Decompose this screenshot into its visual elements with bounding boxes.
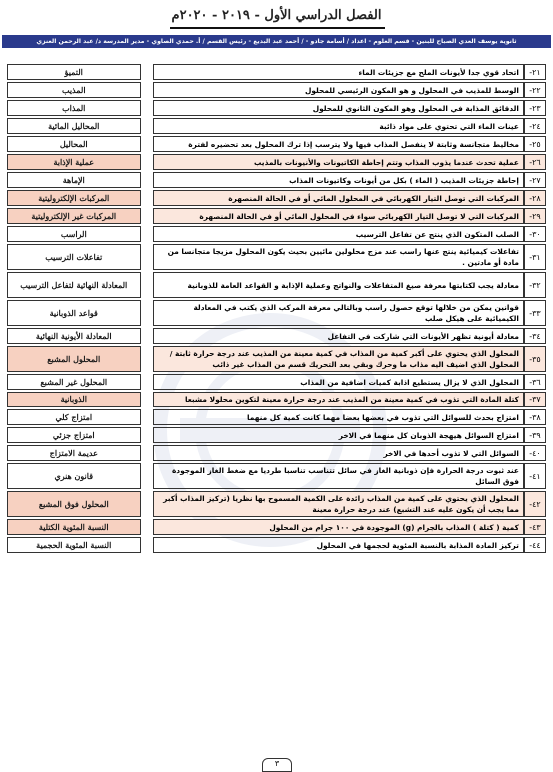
column-gap [141, 519, 153, 535]
definition-cell: قوانين يمكن من خلالها توقع حصول راسب وبالتالي معرفة المركب الذي يكتب في المعادلة الكيميائية على هيكل صلب [153, 300, 524, 326]
definition-cell: السوائل التي لا تذوب أحدها في الاخر [153, 445, 524, 461]
table-row [7, 328, 546, 344]
table-row [7, 392, 546, 407]
row-number: ٤١- [524, 463, 546, 489]
column-gap [141, 136, 153, 152]
column-gap [141, 154, 153, 170]
term-cell: المركبات الإلكتروليتية [7, 190, 141, 206]
table-row [7, 154, 546, 170]
column-gap [141, 392, 153, 407]
column-gap [141, 445, 153, 461]
column-gap [141, 172, 153, 188]
column-gap [141, 100, 153, 116]
row-number: ٤٠- [524, 445, 546, 461]
definition-cell: امتزاج بحدث للسوائل التي تذوب في بعضها بعضا مهما كانت كمية كل منهما [153, 409, 524, 425]
term-cell: عملية الإذابة [7, 154, 141, 170]
definition-cell: المركبات التي لا توصل التيار الكهربائي سواء في المحلول المائي أو في الحالة المنصهرة [153, 208, 524, 224]
page-title: الفصل الدراسي الأول - ٢٠١٩ - ٢٠٢٠م [171, 8, 382, 23]
row-number: ٢٧- [524, 172, 546, 188]
term-cell: الراسب [7, 226, 141, 242]
column-gap [141, 190, 153, 206]
term-cell: المعادلة الأيونية النهائية [7, 328, 141, 344]
table-row [7, 374, 546, 390]
table-row [7, 491, 546, 517]
term-cell: المركبات غير الإلكتروليتية [7, 208, 141, 224]
term-cell: الإماهة [7, 172, 141, 188]
table-row [7, 208, 546, 224]
row-number: ٤٢- [524, 491, 546, 517]
row-number: ٢٤- [524, 118, 546, 134]
column-gap [141, 374, 153, 390]
term-cell: تفاعلات الترسيب [7, 244, 141, 270]
table-row [7, 172, 546, 188]
term-cell: المحاليل [7, 136, 141, 152]
table-row [7, 409, 546, 425]
table-row [7, 64, 546, 80]
definition-cell: مخاليط متجانسة وثابتة لا ينفصل المذاب فيها ولا يترسب إذا ترك المحلول بعد تحضيره لفترة [153, 136, 524, 152]
definition-cell: تفاعلات كيميائية ينتج عنها راسب عند مزج محلولين مائيين بحيث يكون المحلول مزيجا متجانسا من مادة أو مادتين . [153, 244, 524, 270]
definition-cell: معادلة أيونية تظهر الأيونات التي شاركت في التفاعل [153, 328, 524, 344]
definition-cell: إحاطة جزيئات المذيب ( الماء ) بكل من أيونات وكاتيونات المذاب [153, 172, 524, 188]
table-row [7, 272, 546, 298]
table-row [7, 537, 546, 553]
row-number: ٣٠- [524, 226, 546, 242]
definition-cell: الدقائق المذابة في المحلول وهو المكون الثانوي للمحلول [153, 100, 524, 116]
table-row [7, 427, 546, 443]
table-row [7, 226, 546, 242]
column-gap [141, 272, 153, 298]
column-gap [141, 463, 153, 489]
table-row [7, 463, 546, 489]
row-number: ٢٢- [524, 82, 546, 98]
term-cell: عديمة الامتزاج [7, 445, 141, 461]
definition-cell: امتزاج السوائل هيهجة الذوبان كل منهما في الاخر [153, 427, 524, 443]
title-underline [170, 27, 385, 29]
column-gap [141, 537, 153, 553]
definition-cell: الوسط للمذيب في المحلول و هو المكون الرئيسي للمحلول [153, 82, 524, 98]
definition-cell: اتحاد قوي جدا لأيونات الملح مع جزيئات الماء [153, 64, 524, 80]
row-number: ٣٥- [524, 346, 546, 372]
row-number: ٤٤- [524, 537, 546, 553]
table-row [7, 118, 546, 134]
terms-sheet [7, 62, 546, 555]
definition-cell: معادلة يجب لكتابتها معرفة صيغ المتفاعلات والنواتج وعملية الإذابة و القواعد العامة للذوبانية [153, 272, 524, 298]
term-cell: المحاليل المائية [7, 118, 141, 134]
row-number: ٢٦- [524, 154, 546, 170]
definition-cell: المحلول الذي لا يزال يستطيع اذابة كميات اضافية من المذاب [153, 374, 524, 390]
term-cell: المذاب [7, 100, 141, 116]
term-cell: امتزاج جزئي [7, 427, 141, 443]
definition-cell: كمية ( كتلة ) المذاب بالجرام (g) الموجودة في ١٠٠ جرام من المحلول [153, 519, 524, 535]
row-number: ٣٨- [524, 409, 546, 425]
table-row [7, 445, 546, 461]
row-number: ٣٦- [524, 374, 546, 390]
column-gap [141, 491, 153, 517]
column-gap [141, 328, 153, 344]
definition-cell: كتلة المادة التي تذوب في كمية معينة من المذيب عند درجة حرارة معينة لتكوين محلولا مشبعا [153, 392, 524, 407]
table-row [7, 82, 546, 98]
terms-table [7, 62, 546, 555]
table-row [7, 136, 546, 152]
term-cell: قواعد الذوبانية [7, 300, 141, 326]
column-gap [141, 427, 153, 443]
definition-cell: تركيز المادة المذابة بالنسبة المئوية لحجمها في المحلول [153, 537, 524, 553]
row-number: ٣٧- [524, 392, 546, 407]
column-gap [141, 300, 153, 326]
term-cell: امتزاج كلي [7, 409, 141, 425]
table-row [7, 244, 546, 270]
column-gap [141, 208, 153, 224]
definition-cell: المحلول الذي يحتوي على كمية من المذاب زائدة على الكمية المسموح بها نظريا (تركيز المذاب أكبر مما يجب أن يكون عليه عند التشبع) عند درجة حرارة معينة [153, 491, 524, 517]
column-gap [141, 118, 153, 134]
column-gap [141, 226, 153, 242]
row-number: ٣٢- [524, 272, 546, 298]
table-row [7, 346, 546, 372]
column-gap [141, 409, 153, 425]
definition-cell: المحلول الذي يحتوي على أكبر كمية من المذاب في كمية معينة من المذيب عند درجة حرارة ثابتة / المحلول الذي اضيف اليه مذاب ما وحرك وبقي بعد التحريك قسم من المذاب غير ذائب [153, 346, 524, 372]
term-cell: المحلول غير المشبع [7, 374, 141, 390]
term-cell: المذيب [7, 82, 141, 98]
definition-cell: عينات الماء التي تحتوي على مواد ذائبة [153, 118, 524, 134]
term-cell: النسبة المئوية الحجمية [7, 537, 141, 553]
row-number: ٢١- [524, 64, 546, 80]
term-cell: المحلول المشبع [7, 346, 141, 372]
row-number: ٢٥- [524, 136, 546, 152]
term-cell: المحلول فوق المشبع [7, 491, 141, 517]
definition-cell: عملية تحدث عندما يذوب المذاب وتتم إحاطة الكاتيونات والأنيونات بالمذيب [153, 154, 524, 170]
term-cell: المعادلة النهائية لتفاعل الترسيب [7, 272, 141, 298]
row-number: ٤٣- [524, 519, 546, 535]
term-cell: التميؤ [7, 64, 141, 80]
table-row [7, 100, 546, 116]
term-cell: النسبة المئوية الكتلية [7, 519, 141, 535]
column-gap [141, 64, 153, 80]
table-row [7, 190, 546, 206]
definition-cell: عند ثبوت درجة الحرارة فإن ذوبانية الغاز في سائل تتناسب تناسبا طرديا مع ضغط الغاز الموجودة فوق السائل [153, 463, 524, 489]
row-number: ٢٨- [524, 190, 546, 206]
row-number: ٢٣- [524, 100, 546, 116]
row-number: ٢٩- [524, 208, 546, 224]
definition-cell: الصلب المتكون الذي ينتج عن تفاعل الترسيب [153, 226, 524, 242]
row-number: ٣٤- [524, 328, 546, 344]
row-number: ٣١- [524, 244, 546, 270]
row-number: ٣٣- [524, 300, 546, 326]
row-number: ٣٩- [524, 427, 546, 443]
header-bar: ثانوية يوسف العدي الصباح للبنين - قسم العلوم - اعداد / أسامة جادو - / أحمد عبد البديع - رئيس القسم / أ. حمدي الصاوي - مدير المدرسة د/ عبد الرحمن العنزي [2, 35, 551, 48]
term-cell: قانون هنري [7, 463, 141, 489]
page-number: ٣ [262, 758, 292, 772]
term-cell: الذوبانية [7, 392, 141, 407]
table-row [7, 300, 546, 326]
column-gap [141, 244, 153, 270]
column-gap [141, 82, 153, 98]
table-row [7, 519, 546, 535]
definition-cell: المركبات التي توصل التيار الكهربائي في المحلول المائي أو في الحالة المنصهرة [153, 190, 524, 206]
column-gap [141, 346, 153, 372]
